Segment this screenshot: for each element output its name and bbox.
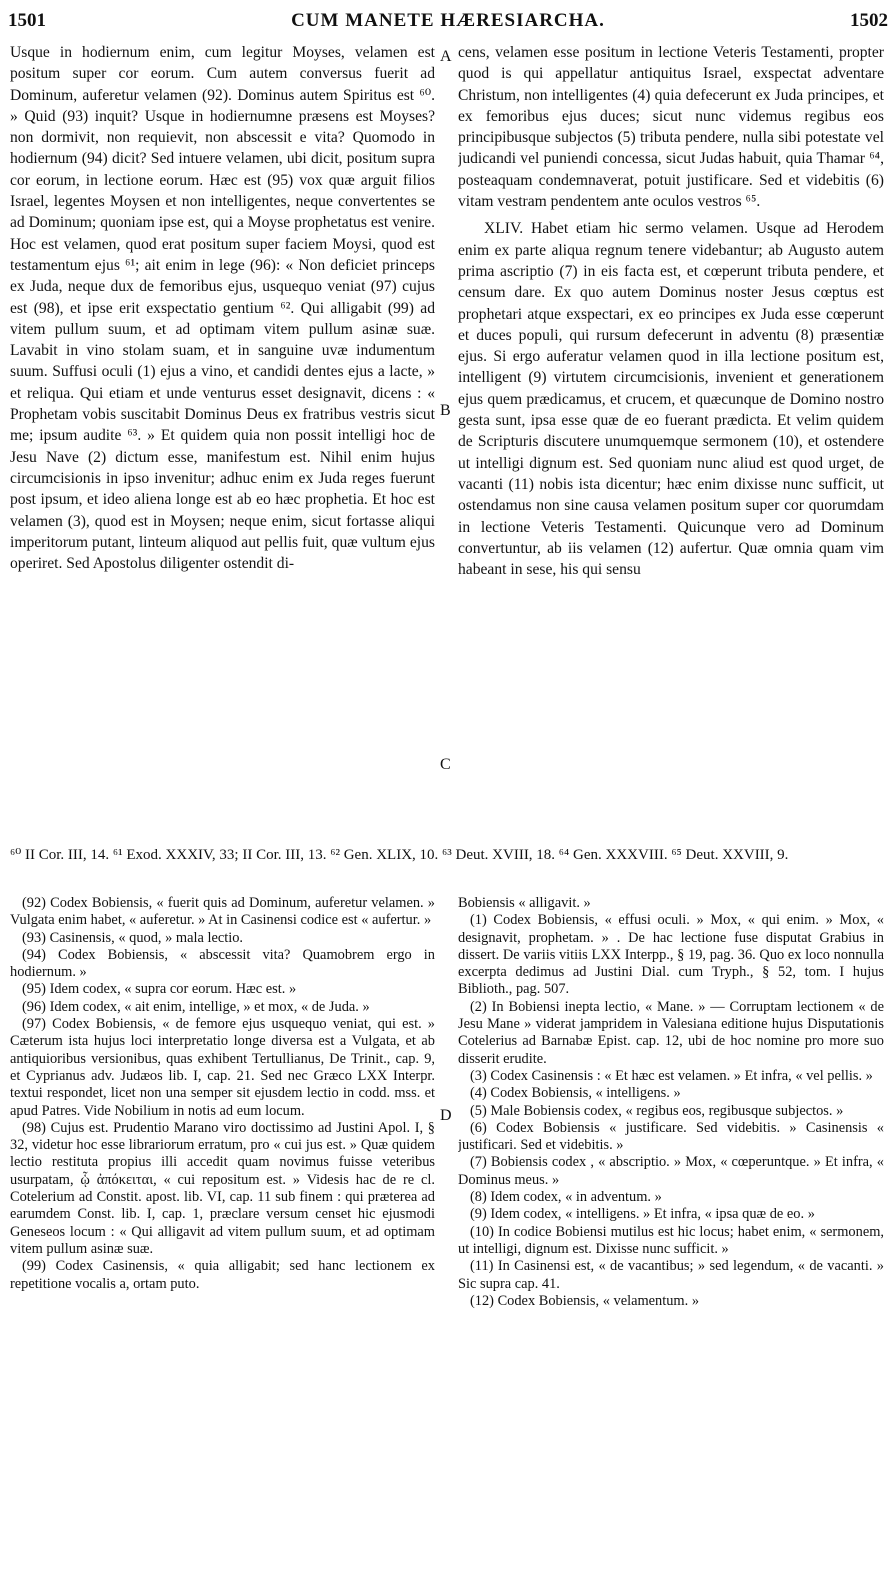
note: (93) Casinensis, « quod, » mala lectio.: [22, 929, 244, 946]
note: (95) Idem codex, « supra cor eorum. Hæc est. »: [22, 981, 297, 998]
margin-marker-d: D: [440, 1107, 452, 1124]
note: (7) Bobiensis codex , « abscriptio. » Mox, « cœperuntque. » Et infra, « Dominus meus. »: [458, 1154, 884, 1188]
page-number-right: 1502: [850, 10, 888, 31]
margin-marker-b: B: [440, 402, 451, 419]
note: (2) In Bobiensi inepta lectio, « Mane. » — Corruptam lectionem « de Jesu Mane » viderat jampridem in Valesiana editione hujus Disputationis Cotelerius ad Barnabæ Epist. cap. 12, ubi de hoc nomine pro more suo disserit erudite.: [458, 998, 884, 1067]
margin-marker-c: C: [440, 756, 451, 773]
note: (8) Idem codex, « in adventum. »: [470, 1189, 662, 1206]
note: (94) Codex Bobiensis, « abscessit vita? Quamobrem ergo in hodiernum. »: [10, 946, 435, 981]
note: (12) Codex Bobiensis, « velamentum. »: [470, 1292, 700, 1309]
note: (11) In Casinensi est, « de vacantibus; » sed legendum, « de vacanti. » Sic supra cap. 41.: [458, 1258, 884, 1292]
note: (5) Male Bobiensis codex, « regibus eos, regibusque subjectos. »: [470, 1102, 844, 1119]
running-header: [8, 10, 888, 36]
note: (1) Codex Bobiensis, « effusi oculi. » Mox, « qui enim. » Mox, « designavit, prophetam. » . De hac lectione fuse disputat Grabius in dissert. De variis vitiis LXX Interpp., § 19, pag. 36. Quo ex loco nonnulla excerpta dedimus ad Justini Dial. cum Tryph., § 52, tom. I hujus Biblioth., pag. 507.: [458, 912, 884, 998]
scripture-references: [10, 846, 886, 865]
page-number-left: 1501: [8, 10, 46, 31]
note: (97) Codex Bobiensis, « de femore ejus usquequo veniat, qui est. » Cæterum ista hujus loci interpretatio longe diversa est a Vulgata, et ab antiquioribus versionibus, quas exhibent Tertullianus, De Trinit., cap. 9, et Cyprianus adv. Judæos lib. I, cap. 21. Sed nec Græco LXX Interpr. textui respondet, licet non una semper sit ejusdem lectio in codd. mss. et apud Patres. Vide Nobilium in notis ad eum locum.: [10, 1016, 435, 1119]
notes-left-column: [10, 895, 435, 1495]
note: (4) Codex Bobiensis, « intelligens. »: [470, 1085, 681, 1102]
main-paragraph-xliv: XLIV. Habet etiam hic sermo velamen. Usque ad Herodem enim ex parte aliqua regnum tenere videbantur; ab Augusto autem prima ascriptio (7) in eis facta est, et cœperunt tributa pendere, et censum dare. Ex quo autem Dominus noster Jesus cœptus est prophetari atque exspectari, ex eo principes ex Juda esse cœperunt et duces populi, qui rursum defecerunt in adventu (8) præsentiæ ejus. Si ergo auferatur velamen quod in illa lectione positum est, intelligent (9) virtutem circumcisionis, invenient et generationem ejus quem prædicamus, et crucem, et quæcunque de Domino nostro gesta sunt, ipsa esse quæ de eo fuerant prædicta. Et velim quidem de Scripturis discutere unumquemque sermonem (10), et ostendere ut intelligi dignum est. Sed quoniam nunc aliud est quod urget, de vacanti (11) nobis ista dicentur; hæc enim dixisse nunc sufficit, ut ostendamus non sine causa velamen positum super cor quorumdam in lectione Veteris Testamenti. Quicunque vero ad Dominum convertuntur, ab iis velamen (12) aufertur. Quæ omnia quam vim habeant in sese, his qui sensu: [458, 220, 884, 579]
note: (98) Cujus est. Prudentio Marano viro doctissimo ad Justini Apol. I, § 32, videtur hoc esse librariorum erratum, pro « cui jus est. » Quæ quidem lectio restituta propius illi accedit quam novimus fuisse veteribus usurpatam, ᾧ ἀπόκειται, « cui repositum est. » Videsis hac de re cl. Cotelerium ad Constit. apost. lib. VI, cap. 11 sub finem : qui præterea ad earumdem Const. lib. I, cap. 1, præclare versum censet hic ejusmodi Geneseos locum : « Qui alligavit ad vitem pullum suum, et ad optimam vitem pullum asinæ suæ.: [10, 1119, 435, 1257]
main-text-right-column: [458, 42, 884, 842]
note: (92) Codex Bobiensis, « fuerit quis ad Dominum, auferetur velamen. » Vulgata enim habet, « auferetur. » At in Casinensi codice est « aufertur. »: [10, 895, 435, 929]
margin-marker-a: A: [440, 48, 452, 65]
note: (99) Codex Casinensis, « quia alligabit; sed hanc lectionem ex repetitione vocalis a, ortam puto.: [10, 1258, 435, 1292]
main-paragraph: Usque in hodiernum enim, cum legitur Moyses, velamen est positum super cor eorum. Cum autem conversus fuerit ad Dominum, auferetur velamen (92). Dominus autem Spiritus est ⁶⁰. » Quid (93) inquit? Usque in hodiernumne præsens est Moyses? non dormivit, non requievit, non abscessit e vita? Quomodo in hodiernum (94) dicit? Sed intuere velamen, ubi dicit, positum supra cor eorum, in lectione eorum. Hæc est (95) vox quæ arguit filios Israel, legentes Moysen et non intelligentes, neque convertentes se ad Dominum; quoniam ipse est, qui a Moyse prophetatus est venire. Hoc est velamen, quod erat positum super faciem Moysi, quod est testamentum ejus ⁶¹; ait enim in lege (96): « Non deficiet princeps ex Juda, neque dux de femoribus ejus, usquequo veniat (97) cujus est (98), et ipse erit exspectatio gentium ⁶². Qui alligabit (99) ad vitem pullum suum, et ad optimam vitem pullum asinæ suæ. Lavabit in vino stolam suam, et in sanguine uvæ indumentum suum. Suffusi oculi (1) ejus a vino, et candidi dentes ejus a lacte, » et reliqua. Qui etiam et unde venturus esset designavit, dicens : « Prophetam vobis suscitabit Dominus Deus ex fratribus vestris sicut me; ipsum audite ⁶³. » Et quidem quia non possit intelligi hoc de Jesu Nave (2) dictum esse, manifestum est. Nihil enim hujus circumcisionis in ipso invenitur; adhuc enim ex Juda reges fuerunt post ipsum, et ideo aliena longe est ab eo hæc prophetia. Et hoc est velamen (3), quod est in Moysen; neque enim, sicut fortasse aliqui imperitorum putant, linteum aliquod aut pellis fuit, quæ vultum ejus operiret. Sed Apostolus diligenter ostendit di-: [10, 44, 435, 573]
running-title: CUM MANETE HÆRESIARCHA.: [291, 10, 605, 31]
note: (9) Idem codex, « intelligens. » Et infra, « ipsa quæ de eo. »: [470, 1206, 815, 1223]
notes-right-column: [458, 895, 884, 1495]
note: (96) Idem codex, « ait enim, intellige, » et mox, « de Juda. »: [22, 998, 370, 1015]
scripture-reference-line: ⁶⁰ II Cor. III, 14. ⁶¹ Exod. XXXIV, 33; II Cor. III, 13. ⁶² Gen. XLIX, 10. ⁶³ Deut. XVIII, 18. ⁶⁴ Gen. XXXVIII. ⁶⁵ Deut. XXVIII, 9.: [10, 847, 789, 863]
main-paragraph: cens, velamen esse positum in lectione Veteris Testamenti, propter quod is qui appellatur antiquitus Israel, exspectat adventare Christum, non intelligentes (4) quia defecerunt ex Juda principes, et ex femoribus ejus duces; sicut nunc videmus regibus eos principibusque subjectos (5) tributa pendere, nulla sibi potestate vel judicandi vel puniendi concessa, sicut Judas habuit, quia Thamar ⁶⁴, posteaquam condemnaverat, potuit justificare. Sed et videbitis (6) vitam vestram pendentem ante oculos vestros ⁶⁵.: [458, 44, 884, 211]
note: (3) Codex Casinensis : « Et hæc est velamen. » Et infra, « vel pellis. »: [470, 1067, 873, 1084]
note: (6) Codex Bobiensis « justificare. Sed videbitis. » Casinensis « justificari. Sed et videbitis. »: [458, 1119, 884, 1154]
note-continuation: Bobiensis « alligavit. »: [458, 895, 591, 911]
main-text-left-column: [10, 42, 435, 842]
note: (10) In codice Bobiensi mutilus est hic locus; habet enim, « sermonem, ut intelligi, dignum est. Dixisse nunc sufficit. »: [458, 1223, 884, 1257]
